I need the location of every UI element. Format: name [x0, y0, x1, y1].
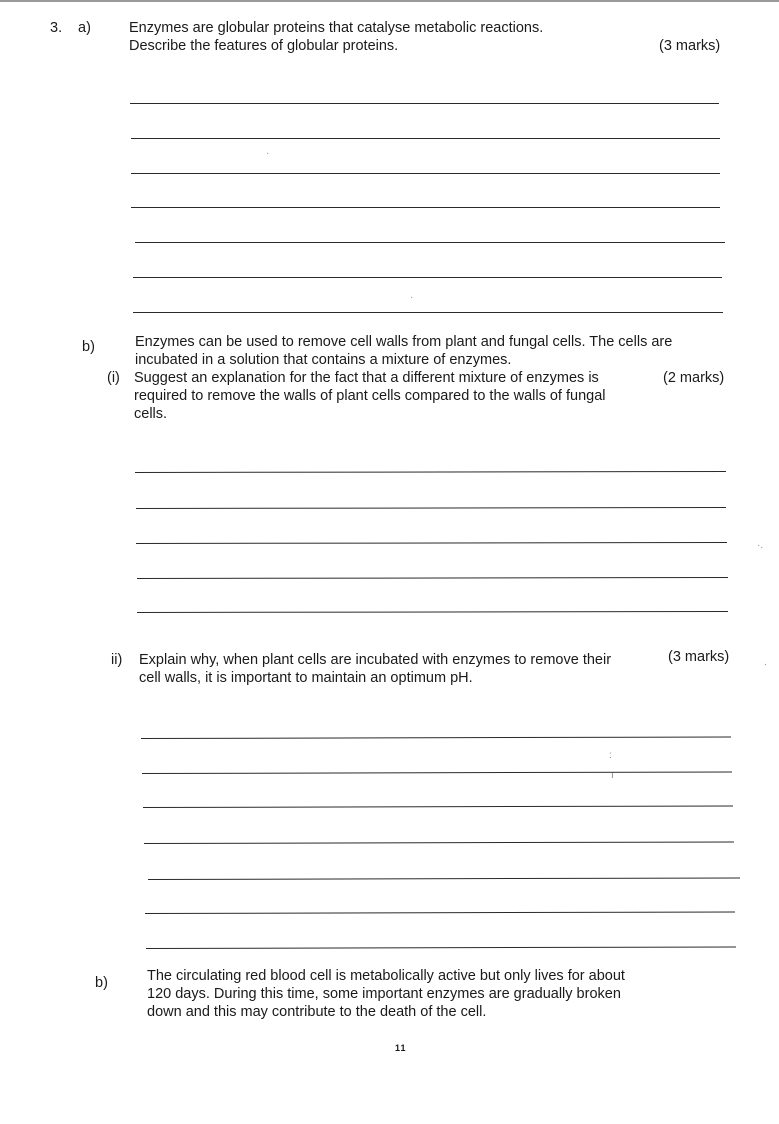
- part-a-question-line2: Describe the features of globular proteins.: [129, 38, 399, 54]
- answer-line-bi3[interactable]: [136, 542, 727, 544]
- answer-line-a7[interactable]: [133, 312, 723, 313]
- part-b2-line3: down and this may contribute to the death of the cell.: [147, 1004, 487, 1020]
- answer-line-bii7[interactable]: [146, 946, 736, 949]
- sub-ii-marks: (3 marks): [668, 649, 730, 665]
- part-a-label: a): [78, 20, 91, 36]
- answer-line-a3[interactable]: [131, 173, 720, 174]
- answer-line-bi1[interactable]: [135, 471, 726, 473]
- part-b2-line2: 120 days. During this time, some important enzymes are gradually broken: [147, 986, 621, 1002]
- page-number: 11: [395, 1043, 407, 1053]
- sub-ii-label: ii): [111, 652, 123, 668]
- answer-line-bii2[interactable]: [142, 771, 732, 774]
- scan-speck: ·: [410, 292, 414, 303]
- sub-i-marks: (2 marks): [663, 370, 725, 386]
- question-number: 3.: [50, 20, 63, 36]
- answer-line-bii3[interactable]: [143, 805, 733, 808]
- answer-line-a2[interactable]: [131, 138, 720, 139]
- sub-i-line1: Suggest an explanation for the fact that a different mixture of enzymes is: [134, 370, 599, 386]
- part-b2-label: b): [95, 975, 108, 991]
- answer-line-bi2[interactable]: [136, 507, 726, 509]
- answer-line-bii1[interactable]: [141, 736, 731, 739]
- part-b2-line1: The circulating red blood cell is metabolically active but only lives for about: [147, 968, 625, 984]
- answer-line-bi5[interactable]: [137, 611, 728, 613]
- answer-line-a6[interactable]: [133, 277, 722, 278]
- answer-line-bii6[interactable]: [145, 911, 735, 914]
- top-border: [0, 0, 779, 2]
- scan-speck: ·.: [757, 540, 764, 551]
- answer-line-bii4[interactable]: [144, 841, 734, 844]
- scan-speck: .: [764, 657, 767, 668]
- answer-line-a5[interactable]: [135, 242, 725, 243]
- sub-i-label: (i): [107, 370, 120, 386]
- scan-speck: ·: [266, 148, 270, 159]
- sub-ii-line2: cell walls, it is important to maintain an optimum pH.: [139, 670, 473, 686]
- answer-line-bi4[interactable]: [137, 577, 728, 579]
- part-b-intro-line1: Enzymes can be used to remove cell walls from plant and fungal cells. The cells are: [135, 334, 673, 350]
- answer-line-a4[interactable]: [131, 207, 720, 208]
- sub-i-line2: required to remove the walls of plant cells compared to the walls of fungal: [134, 388, 606, 404]
- part-a-question-line1: Enzymes are globular proteins that catalyse metabolic reactions.: [129, 20, 544, 36]
- scan-speck: ı: [611, 770, 614, 781]
- answer-line-bii5[interactable]: [148, 877, 740, 880]
- sub-i-line3: cells.: [134, 406, 168, 422]
- part-b-label: b): [82, 339, 95, 355]
- part-a-marks: (3 marks): [659, 38, 721, 54]
- scan-speck: :: [609, 750, 612, 761]
- answer-line-a1[interactable]: [130, 103, 719, 104]
- part-b-intro-line2: incubated in a solution that contains a mixture of enzymes.: [135, 352, 512, 368]
- sub-ii-line1: Explain why, when plant cells are incubated with enzymes to remove their: [139, 652, 612, 668]
